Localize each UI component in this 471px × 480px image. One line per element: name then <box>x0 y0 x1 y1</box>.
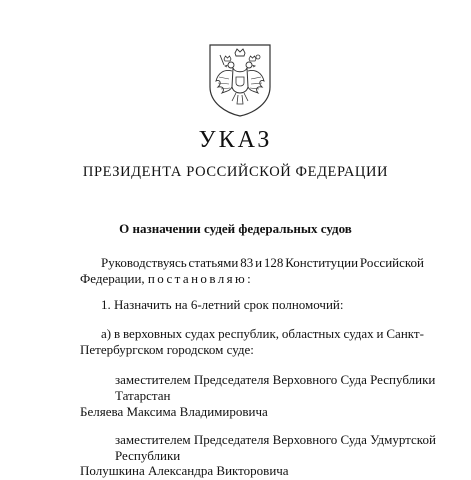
preamble-word: Российской <box>359 255 424 270</box>
sub-item-a-line-1 <box>101 325 424 342</box>
sub-item-word: верховных <box>123 326 183 341</box>
decree-title: УКАЗ <box>198 127 273 153</box>
appointment-1-position-cont: Татарстан <box>115 388 171 403</box>
preamble-word: 128 <box>263 255 284 270</box>
preamble-decree-word: постановляю: <box>147 271 254 286</box>
preamble-word: 83 <box>240 255 254 270</box>
preamble-line-1 <box>101 254 424 271</box>
sub-item-a-line-2: Петербургском городском суде: <box>80 342 254 357</box>
decree-heading: О назначении судей федеральных судов <box>119 221 352 236</box>
sub-item-word: и <box>376 326 384 341</box>
sub-item-word: судах <box>185 326 216 341</box>
appointment-1-name: Беляева Максима Владимировича <box>80 404 268 419</box>
preamble-word: и <box>255 255 263 270</box>
appointment-2-position: заместителем Председателя Верховного Суда Удмуртской <box>115 432 436 447</box>
item-1: 1. Назначить на 6-летний срок полномочий: <box>101 297 344 312</box>
sub-item-word: в <box>113 326 121 341</box>
appointment-1-position: заместителем Председателя Верховного Суда Республики <box>115 372 436 387</box>
sub-item-word: Санкт- <box>386 326 424 341</box>
sub-item-word: а) <box>101 326 112 341</box>
russian-coat-of-arms-icon <box>208 43 272 117</box>
preamble-word: статьями <box>188 255 239 270</box>
appointment-2-name: Полушкина Александра Викторовича <box>80 463 289 478</box>
appointment-2-position-cont: Республики <box>115 448 181 463</box>
sub-item-word: судах <box>343 326 374 341</box>
preamble-word: Конституции <box>285 255 359 270</box>
preamble-prefix: Федерации, <box>80 271 145 286</box>
sub-item-word: республик, <box>218 326 280 341</box>
preamble-word: Руководствуясь <box>101 255 187 270</box>
preamble-line-2 <box>80 270 253 287</box>
sub-item-word: областных <box>281 326 341 341</box>
decree-subtitle: ПРЕЗИДЕНТА РОССИЙСКОЙ ФЕДЕРАЦИИ <box>82 164 389 180</box>
